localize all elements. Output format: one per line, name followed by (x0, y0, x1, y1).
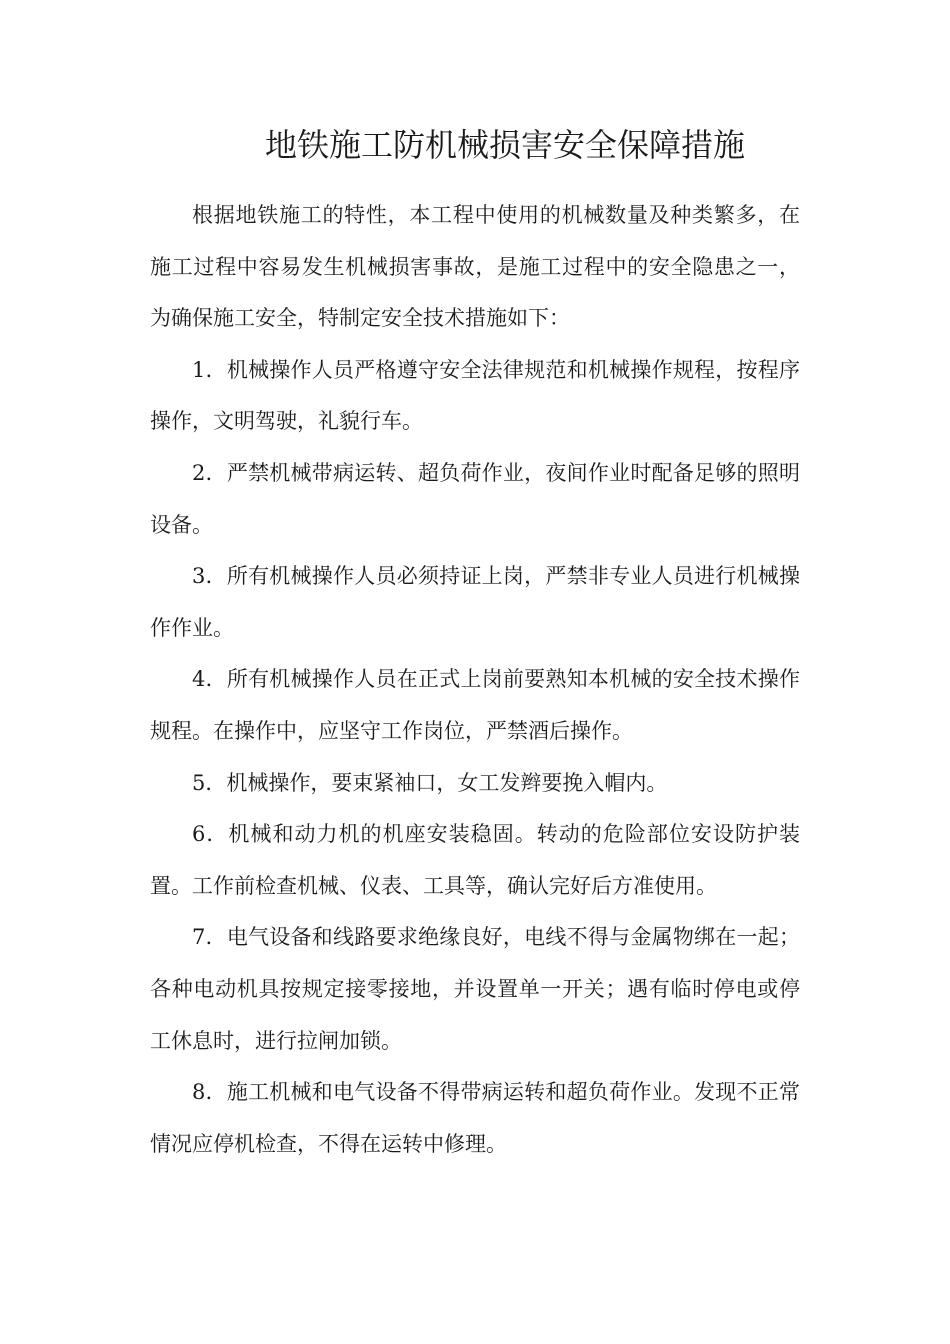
list-item: 7．电气设备和线路要求绝缘良好，电线不得与金属物绑在一起；各种电动机具按规定接零接地，并设置单一开关；遇有临时停电或停工休息时，进行拉闸加锁。 (150, 925, 800, 1053)
list-item: 2．严禁机械带病运转、超负荷作业，夜间作业时配备足够的照明设备。 (150, 460, 800, 537)
list-item: 8．施工机械和电气设备不得带病运转和超负荷作业。发现不正常情况应停机检查，不得在运转中修理。 (150, 1080, 800, 1156)
page-title: 地铁施工防机械损害安全保障措施 (264, 126, 745, 164)
intro-paragraph: 根据地铁施工的特性，本工程中使用的机械数量及种类繁多，在施工过程中容易发生机械损害事故，是施工过程中的安全隐患之一，为确保施工安全，特制定安全技术措施如下： (150, 203, 800, 331)
list-item: 3．所有机械操作人员必须持证上岗，严禁非专业人员进行机械操作作业。 (150, 564, 800, 640)
list-item: 4．所有机械操作人员在正式上岗前要熟知本机械的安全技术操作规程。在操作中，应坚守工作岗位，严禁酒后操作。 (150, 667, 800, 743)
document-body (150, 190, 800, 1170)
list-item: 5．机械操作，要束紧袖口，女工发辫要挽入帽内。 (192, 770, 668, 795)
list-item: 6．机械和动力机的机座安装稳固。转动的危险部位安设防护装置。工作前检查机械、仪表、工具等，确认完好后方准使用。 (150, 822, 800, 898)
list-item: 1．机械操作人员严格遵守安全法律规范和机械操作规程，按程序操作，文明驾驶，礼貌行车。 (150, 357, 800, 434)
